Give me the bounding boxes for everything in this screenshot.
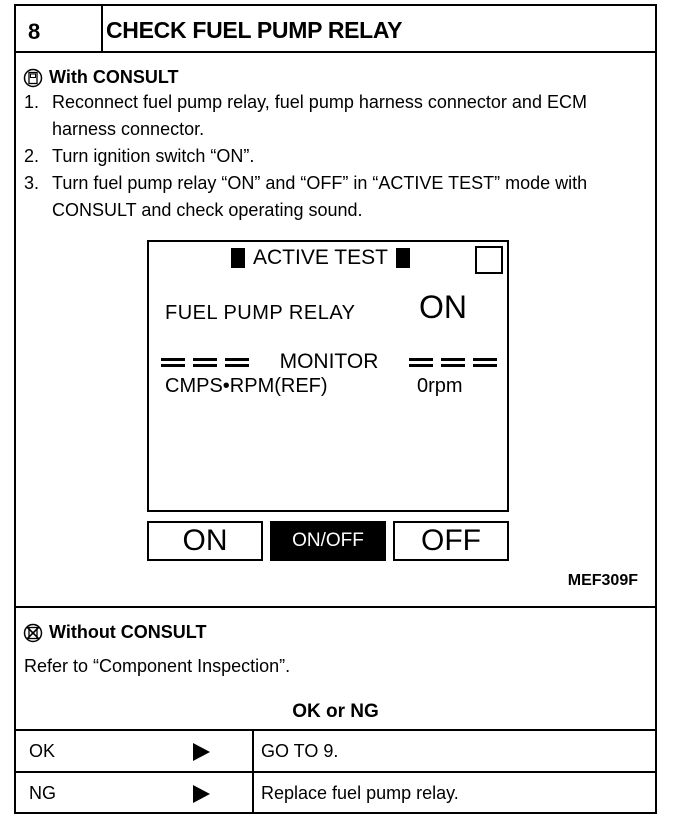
instruction-text: Reconnect fuel pump relay, fuel pump harness connector and ECM harness connector.	[52, 92, 587, 139]
result-key: OK	[29, 741, 56, 761]
result-header: OK or NG	[292, 701, 379, 722]
refer-text: Refer to “Component Inspection”.	[24, 656, 291, 676]
on-button[interactable]: ON	[147, 521, 263, 561]
off-button[interactable]: OFF	[393, 521, 509, 561]
result-key: NG	[29, 783, 56, 803]
step-number: 8	[16, 6, 103, 51]
monitor-divider	[161, 350, 497, 374]
with-consult-heading	[23, 67, 178, 88]
result-action[interactable]: GO TO 9.	[261, 741, 339, 761]
column-divider	[252, 731, 254, 771]
with-consult-label: With CONSULT	[49, 67, 179, 87]
monitor-item-value: 0rpm	[417, 375, 463, 397]
instruction-item	[24, 89, 622, 143]
instruction-text: Turn ignition switch “ON”.	[52, 146, 255, 166]
arrow-right-icon	[193, 785, 210, 803]
without-consult-section	[16, 608, 655, 731]
figure-id: MEF309F	[567, 572, 638, 589]
consult-screen	[147, 240, 509, 512]
with-consult-section	[16, 53, 655, 608]
monitor-rule-right	[409, 358, 497, 367]
title-block-left	[231, 248, 245, 268]
monitor-rule-left	[161, 358, 249, 367]
title-block-right	[396, 248, 410, 268]
step-title: CHECK FUEL PUMP RELAY	[106, 17, 403, 43]
screen-title-text: ACTIVE TEST	[253, 246, 388, 269]
arrow-right-icon	[193, 743, 210, 761]
screen-title	[231, 246, 410, 270]
instruction-list	[24, 89, 622, 224]
instruction-item	[24, 170, 622, 224]
column-divider	[252, 773, 254, 812]
without-consult-label: Without CONSULT	[49, 622, 207, 642]
monitor-label: MONITOR	[279, 350, 379, 373]
instruction-number: 1.	[24, 92, 40, 112]
instruction-item	[24, 143, 622, 170]
step-header	[16, 6, 655, 53]
consult-tool-icon	[23, 68, 43, 88]
procedure-frame	[14, 4, 657, 814]
without-consult-heading	[23, 622, 206, 643]
instruction-text: Turn fuel pump relay “ON” and “OFF” in “ACTIVE TEST” mode with CONSULT and check operating sound.	[52, 173, 588, 220]
result-row-ok	[16, 731, 655, 773]
instruction-number: 2.	[24, 146, 40, 166]
screen-button-row	[147, 521, 509, 561]
test-item-value: ON	[419, 289, 467, 325]
monitor-item-label: CMPS•RPM(REF)	[165, 375, 328, 397]
result-row-ng	[16, 773, 655, 812]
result-action: Replace fuel pump relay.	[261, 783, 459, 803]
instruction-number: 3.	[24, 173, 40, 193]
no-consult-icon	[23, 623, 43, 643]
on-off-button[interactable]: ON/OFF	[270, 521, 386, 561]
test-item-label: FUEL PUMP RELAY	[165, 302, 356, 324]
screen-corner-box	[475, 246, 503, 274]
